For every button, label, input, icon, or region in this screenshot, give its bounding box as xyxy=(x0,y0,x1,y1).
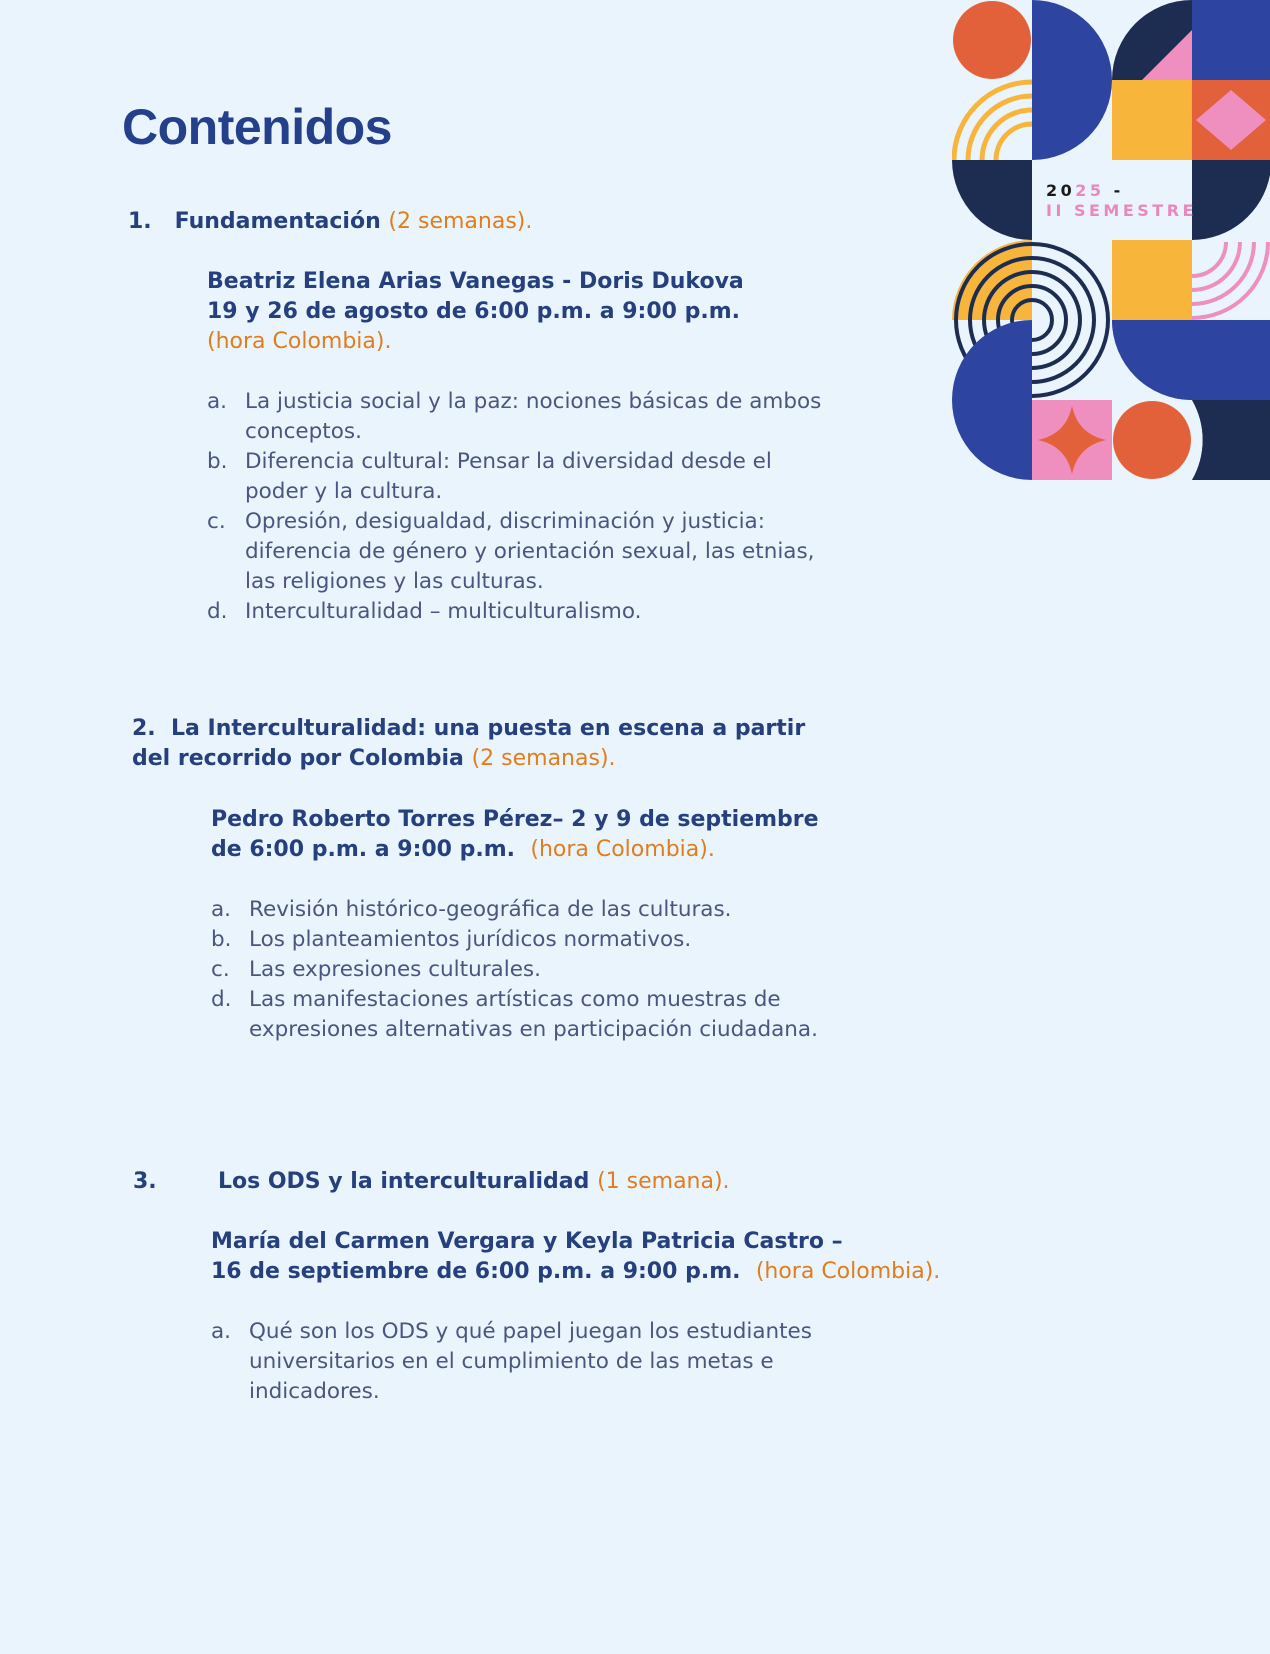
section-duration: (2 semanas). xyxy=(471,746,616,771)
semester-label: II SEMESTRE xyxy=(1046,201,1197,220)
section-timezone: (hora Colombia). xyxy=(530,837,715,862)
list-item: a. Revisión histórico-geográfica de las culturas. xyxy=(211,897,732,922)
semester-artwork xyxy=(952,0,1270,480)
section-2-info xyxy=(211,805,851,865)
section-2-topics xyxy=(211,895,841,1045)
list-item: b. Diferencia cultural: Pensar la diversidad desde el poder y la cultura. xyxy=(207,449,772,504)
section-dates: de 6:00 p.m. a 9:00 p.m. xyxy=(211,837,516,862)
list-item: d. Las manifestaciones artísticas como muestras de expresiones alternativas en participación ciudadana. xyxy=(211,987,818,1042)
section-timezone: (hora Colombia). xyxy=(755,1259,941,1284)
section-dates: 19 y 26 de agosto de 6:00 p.m. a 9:00 p.m. xyxy=(207,299,740,324)
section-2-heading: 2. La Interculturalidad: una puesta en escena a partir del recorrido por Colombia (2 semanas). xyxy=(132,716,806,771)
section-title: La Interculturalidad: una puesta en escena a partir del recorrido por Colombia xyxy=(132,716,806,771)
section-title: Fundamentación xyxy=(174,209,381,234)
section-3-info xyxy=(211,1227,971,1287)
section-3-topics xyxy=(211,1317,911,1407)
section-3-heading: 3. Los ODS y la interculturalidad (1 semana). xyxy=(133,1169,730,1194)
section-speakers: Beatriz Elena Arias Vanegas - Doris Dukova xyxy=(207,269,744,294)
list-item: c. Opresión, desigualdad, discriminación y justicia: diferencia de género y orientación sexual, las etnias, las religiones y las culturas. xyxy=(207,509,815,594)
section-duration: (2 semanas). xyxy=(388,209,533,234)
section-duration: (1 semana). xyxy=(597,1169,730,1194)
list-item: a. La justicia social y la paz: nociones básicas de ambos conceptos. xyxy=(207,389,822,444)
section-1-heading: 1. Fundamentación (2 semanas). xyxy=(128,209,533,234)
list-item: d. Interculturalidad – multiculturalismo. xyxy=(207,599,642,624)
section-1-info xyxy=(207,267,807,357)
section-speakers: Pedro Roberto Torres Pérez– 2 y 9 de septiembre xyxy=(211,807,819,832)
section-timezone: (hora Colombia). xyxy=(207,329,392,354)
section-title: Los ODS y la interculturalidad xyxy=(217,1169,590,1194)
section-1-topics xyxy=(207,387,827,627)
list-item: c. Las expresiones culturales. xyxy=(211,957,541,982)
list-item: a. Qué son los ODS y qué papel juegan los estudiantes universitarios en el cumplimiento de las metas e indicadores. xyxy=(211,1319,812,1404)
section-dates: 16 de septiembre de 6:00 p.m. a 9:00 p.m. xyxy=(211,1259,741,1284)
section-speakers: María del Carmen Vergara y Keyla Patricia Castro – xyxy=(211,1229,843,1254)
page-title: Contenidos xyxy=(122,99,392,155)
list-item: b. Los planteamientos jurídicos normativos. xyxy=(211,927,692,952)
semester-year: 2025 - xyxy=(1046,181,1124,200)
